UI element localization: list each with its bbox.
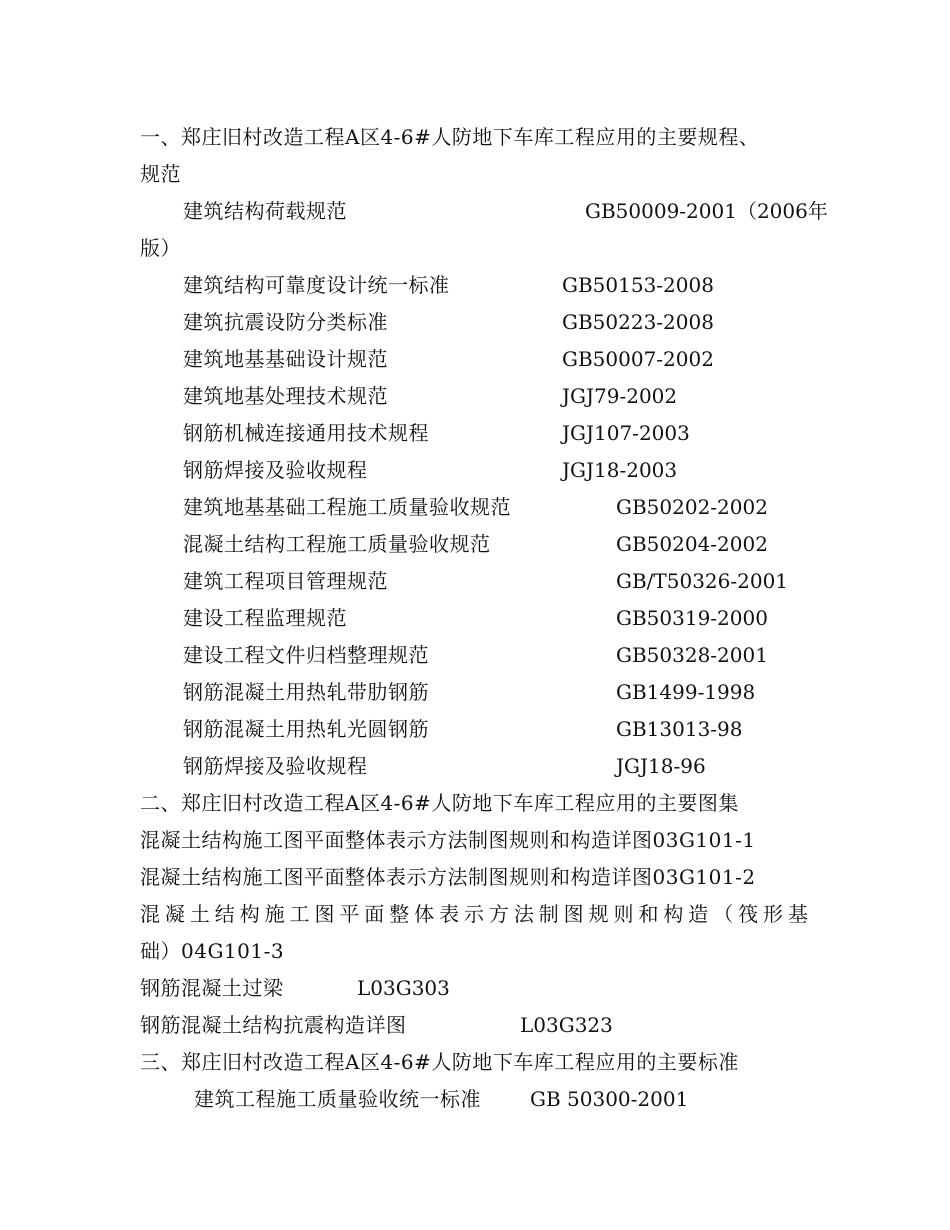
char: 示 xyxy=(463,902,484,926)
spec-code-wrap: 版） xyxy=(140,236,181,260)
char: 面 xyxy=(364,902,385,926)
spec-code: GB50153-2008 xyxy=(562,273,714,297)
char: 和 xyxy=(638,902,659,926)
char: 构 xyxy=(663,902,684,926)
standard-name: 建筑工程施工质量验收统一标准 xyxy=(194,1087,481,1111)
spec-code: GB50009-2001（2006年 xyxy=(585,199,828,223)
char: 制 xyxy=(538,902,559,926)
standard-code: GB 50300-2001 xyxy=(530,1087,689,1111)
char: 土 xyxy=(189,902,210,926)
spec-code: GB50223-2008 xyxy=(562,310,714,334)
spec-name: 钢筋机械连接通用技术规程 xyxy=(183,421,429,445)
spec-code: JGJ107-2003 xyxy=(562,421,690,445)
char: 体 xyxy=(414,902,435,926)
spec-name: 建筑结构可靠度设计统一标准 xyxy=(183,273,450,297)
atlas-name: 钢筋混凝土结构抗震构造详图 xyxy=(140,1013,407,1037)
atlas-line-wrap: 础）04G101-3 xyxy=(140,939,285,963)
spec-code: JGJ18-2003 xyxy=(562,458,678,482)
spec-name: 建筑地基基础工程施工质量验收规范 xyxy=(183,495,511,519)
spec-name: 混凝土结构工程施工质量验收规范 xyxy=(183,532,491,556)
section2-heading: 二、郑庄旧村改造工程A区4-6#人防地下车库工程应用的主要图集 xyxy=(140,791,739,815)
spec-name: 建筑结构荷载规范 xyxy=(183,199,347,223)
char: 构 xyxy=(239,902,260,926)
char: 方 xyxy=(488,902,509,926)
section1-heading-line1: 一、郑庄旧村改造工程A区4-6#人防地下车库工程应用的主要规程、 xyxy=(140,125,760,149)
spec-code: GB50007-2002 xyxy=(562,347,714,371)
atlas-line: 混凝土结构施工图平面整体表示方法制图规则和构造详图03G101-2 xyxy=(140,865,756,889)
char: 造 xyxy=(688,902,709,926)
char: 法 xyxy=(513,902,534,926)
spec-name: 建设工程监理规范 xyxy=(183,606,347,630)
spec-name: 建设工程文件归档整理规范 xyxy=(183,643,429,667)
section3-heading: 三、郑庄旧村改造工程A区4-6#人防地下车库工程应用的主要标准 xyxy=(140,1050,739,1074)
char: 筏 xyxy=(738,902,759,926)
atlas-code: L03G323 xyxy=(520,1013,613,1037)
spec-name: 建筑地基处理技术规范 xyxy=(183,384,388,408)
char: 混 xyxy=(140,902,160,926)
spec-code: GB50202-2002 xyxy=(616,495,768,519)
char: 表 xyxy=(439,902,460,926)
spec-name: 钢筋混凝土用热轧带肋钢筋 xyxy=(183,680,429,704)
char: 形 xyxy=(763,902,784,926)
char: 平 xyxy=(339,902,360,926)
spec-code: JGJ79-2002 xyxy=(562,384,678,408)
section1-heading-line2: 规范 xyxy=(140,162,181,186)
char: 规 xyxy=(588,902,609,926)
char: 工 xyxy=(289,902,310,926)
char: 整 xyxy=(389,902,410,926)
char: 凝 xyxy=(164,902,185,926)
char: 结 xyxy=(214,902,235,926)
atlas-code: L03G303 xyxy=(357,976,450,1000)
spec-code: GB50319-2000 xyxy=(616,606,768,630)
atlas-name: 钢筋混凝土过梁 xyxy=(140,976,284,1000)
char: 施 xyxy=(264,902,285,926)
spec-name: 建筑地基基础设计规范 xyxy=(183,347,388,371)
char: 图 xyxy=(563,902,584,926)
spec-name: 钢筋焊接及验收规程 xyxy=(183,458,368,482)
spec-code: GB50328-2001 xyxy=(616,643,768,667)
spec-code: GB1499-1998 xyxy=(616,680,756,704)
spec-code: GB/T50326-2001 xyxy=(616,569,789,593)
char: 则 xyxy=(613,902,634,926)
char: 图 xyxy=(314,902,335,926)
atlas-line-justified xyxy=(140,900,808,928)
spec-code: GB13013-98 xyxy=(616,717,743,741)
spec-code: GB50204-2002 xyxy=(616,532,768,556)
spec-name: 建筑抗震设防分类标准 xyxy=(183,310,388,334)
char: 基 xyxy=(787,902,808,926)
spec-name: 钢筋焊接及验收规程 xyxy=(183,754,368,778)
spec-name: 钢筋混凝土用热轧光圆钢筋 xyxy=(183,717,429,741)
char: （ xyxy=(713,902,734,926)
spec-code: JGJ18-96 xyxy=(616,754,706,778)
atlas-line: 混凝土结构施工图平面整体表示方法制图规则和构造详图03G101-1 xyxy=(140,828,756,852)
spec-name: 建筑工程项目管理规范 xyxy=(183,569,388,593)
